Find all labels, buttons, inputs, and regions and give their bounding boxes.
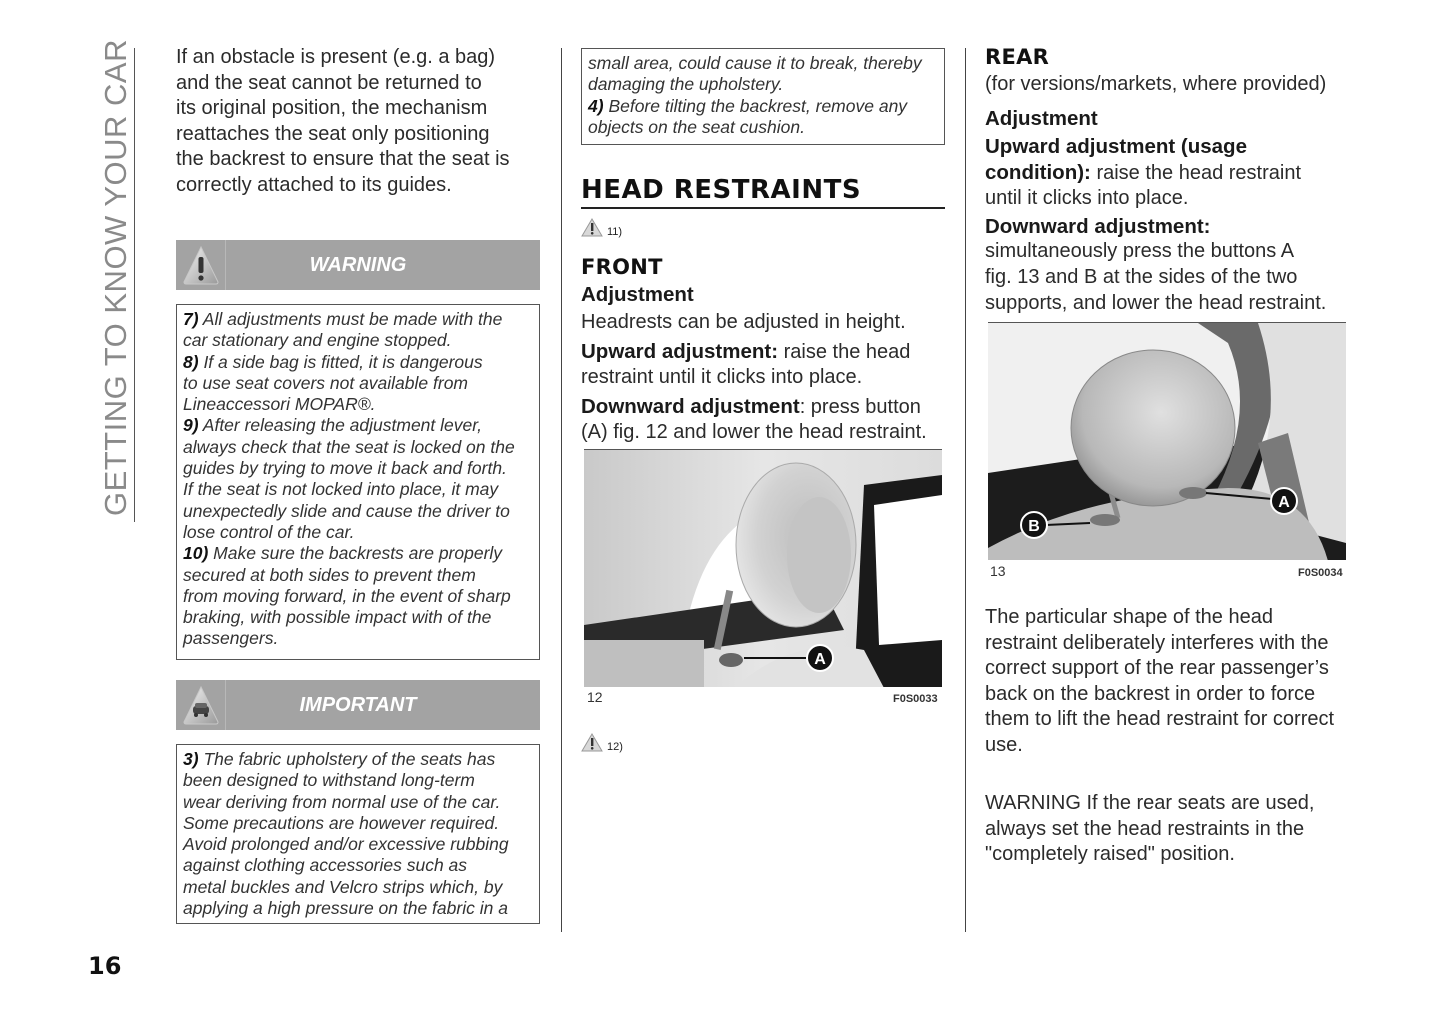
column-divider-2 [965,48,966,932]
note-line: guides by trying to move it back and forth. [183,458,507,479]
text-line: back on the backrest in order to force [985,682,1316,705]
text-line: its original position, the mechanism [176,97,488,120]
figure-13-rear-head-restraint [988,322,1346,560]
note-item: 10) Make sure the backrests are properly [183,543,503,564]
text-line: Downward adjustment: press button [581,394,921,418]
note-line: damaging the upholstery. [588,74,784,95]
text-line: "completely raised" position. [985,843,1235,866]
rear-seat-warning-paragraph [985,791,1365,868]
figure-number: 13 [990,563,1006,579]
head-restraint-shape-paragraph [985,605,1365,759]
warning-small-icon [581,218,603,238]
text-line: and the seat cannot be returned to [176,71,482,94]
text-line: supports, and lower the head restraint. [985,291,1327,314]
text-line: restraint deliberately interferes with the [985,631,1329,654]
rear-subtitle: (for versions/markets, where provided) [985,73,1327,95]
important-notes-continued-box [581,48,945,145]
note-line: been designed to withstand long-term [183,770,475,791]
note-line: car stationary and engine stopped. [183,330,452,351]
text-line: always set the head restraints in the [985,817,1305,840]
warning-reference-11[interactable] [581,218,622,238]
note-line: wear deriving from normal use of the car. [183,791,501,812]
note-line: passengers. [183,628,279,649]
text-line: Headrests can be adjusted in height. [581,311,906,333]
note-line: secured at both sides to prevent them [183,564,476,585]
note-line: Lineaccessori MOPAR®. [183,394,376,415]
important-notes-box [176,744,540,924]
text-line: fig. 13 and B at the sides of the two [985,265,1298,288]
important-banner [176,680,540,730]
note-line: Avoid prolonged and/or excessive rubbing [183,834,509,855]
note-item: 7) All adjustments must be made with the [183,309,503,329]
note-line: objects on the seat cushion. [588,116,805,137]
text-line: WARNING If the rear seats are used, [985,792,1315,814]
text-line: reattaches the seat only positioning [176,122,490,145]
text-line: Downward adjustment: [985,214,1211,238]
warning-banner-label: WARNING [309,253,407,276]
text-line: The particular shape of the head [985,606,1273,628]
text-line: until it clicks into place. [985,187,1189,210]
svg-text:A: A [1278,494,1290,511]
text-line: If an obstacle is present (e.g. a bag) [176,46,496,68]
car-triangle-icon [176,680,226,730]
important-banner-label: IMPORTANT [299,693,417,716]
figure-code: F0S0034 [1298,567,1343,579]
text-line: use. [985,733,1023,756]
text-line: Upward adjustment (usage [985,135,1247,158]
adjustment-heading: Adjustment [581,283,694,306]
text-line: (A) fig. 12 and lower the head restraint. [581,421,927,444]
note-line: Some precautions are however required. [183,812,500,833]
note-item: 8) If a side bag is fitted, it is dangerous [183,351,483,372]
note-line: unexpectedly slide and cause the driver to [183,500,510,521]
intro-paragraph [176,45,546,199]
text-line: the backrest to ensure that the seat is [176,148,510,171]
note-line: from moving forward, in the event of sharp [183,585,511,606]
note-line: lose control of the car. [183,521,355,542]
rear-adjustment-heading: Adjustment [985,107,1098,130]
page-number: 16 [88,952,122,980]
warning-reference-label: 11) [607,226,623,238]
warning-banner [176,240,540,290]
note-line: braking, with possible impact with of the [183,607,492,628]
note-item: 9) After releasing the adjustment lever, [183,415,482,436]
warning-small-icon [581,733,603,753]
warning-notes-box [176,304,540,660]
rear-title: REAR [985,45,1050,69]
note-line: applying a high pressure on the fabric in a [183,898,508,919]
figure-number: 12 [587,689,603,705]
side-title-rule [134,48,135,522]
note-line: small area, could cause it to break, thereby [588,53,922,73]
warning-reference-label: 12) [607,741,623,753]
section-title: HEAD RESTRAINTS [581,175,945,209]
note-line: If the seat is not locked into place, it may [183,479,499,500]
svg-text:B: B [1028,518,1040,535]
text-line: restraint until it clicks into place. [581,366,863,389]
front-adjustment-text [581,310,951,446]
chapter-side-title [96,40,136,522]
text-line: Upward adjustment: raise the head [581,339,911,363]
rear-adjustment-text [985,134,1355,316]
figure-code: F0S0033 [893,693,938,705]
front-title: FRONT [581,255,663,279]
note-line: against clothing accessories such as [183,855,468,876]
figure-12-front-head-restraint [584,449,942,687]
text-line: them to lift the head restraint for correct [985,708,1335,731]
text-line: simultaneously press the buttons A [985,240,1295,263]
note-item: 3) The fabric upholstery of the seats has [183,749,496,769]
warning-triangle-icon [176,240,226,290]
note-line: metal buckles and Velcro strips which, by [183,876,503,897]
text-line: condition): raise the head restraint [985,160,1302,184]
note-line: always check that the seat is locked on the [183,436,515,457]
note-item: 4) Before tilting the backrest, remove any [588,95,908,116]
warning-reference-12[interactable] [581,733,623,753]
note-line: to use seat covers not available from [183,372,469,393]
chapter-title-text: GETTING TO KNOW YOUR CAR [98,39,133,517]
text-line: correctly attached to its guides. [176,173,452,196]
text-line: correct support of the rear passenger’s [985,657,1329,680]
column-divider-1 [561,48,562,932]
svg-text:A: A [814,651,826,668]
